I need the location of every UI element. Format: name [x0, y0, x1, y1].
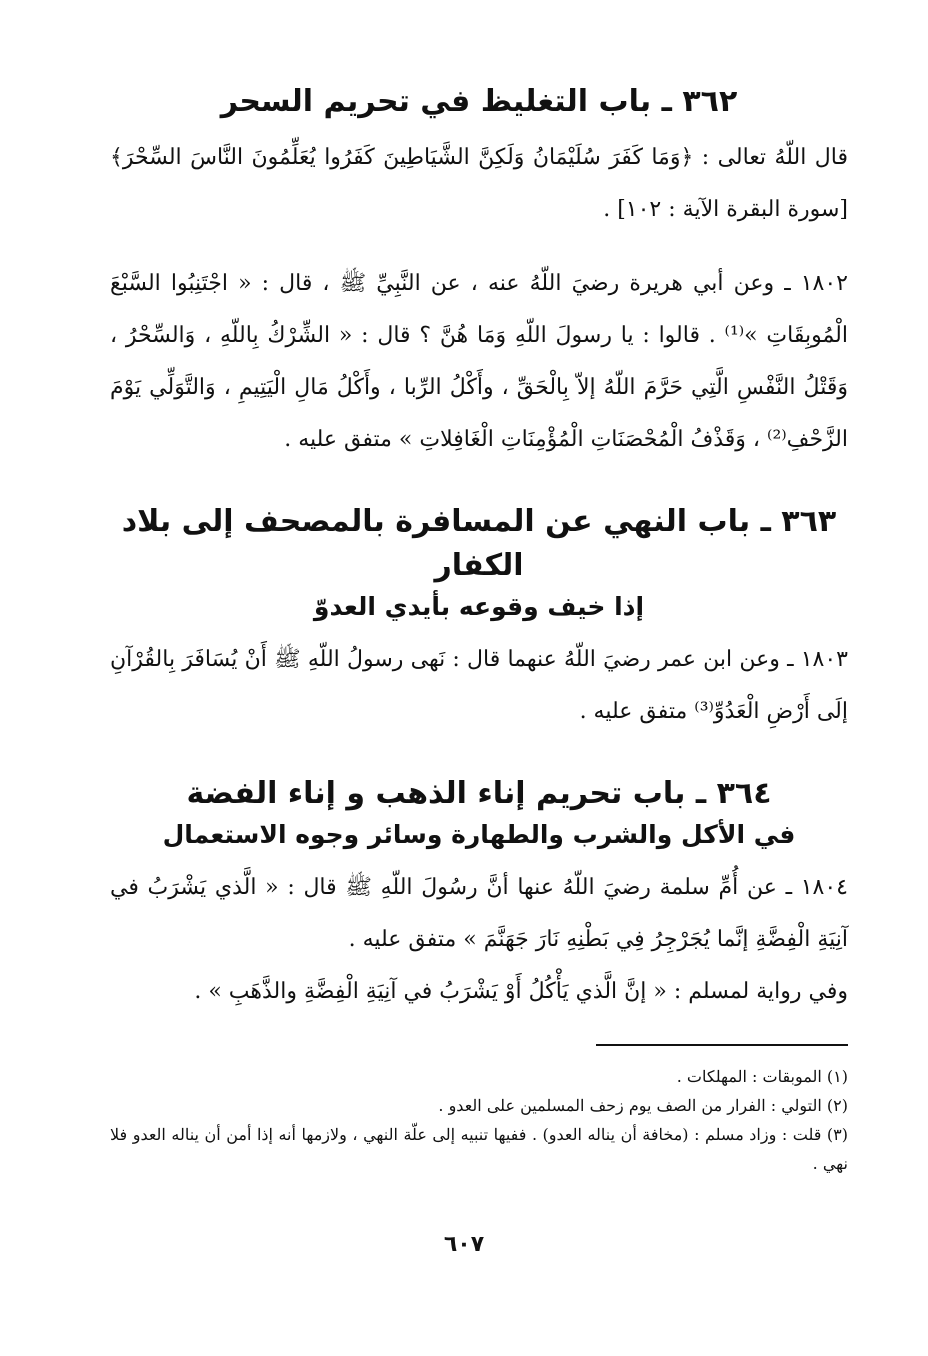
- hadith-1802-paragraph: ١٨٠٢ ـ وعن أبي هريرة رضيَ اللّهُ عنه ، عن النَّبِيِّ ﷺ ، قال : « اجْتَنِبُوا السَّبْعَ الْمُوبِقَاتِ »⁽¹⁾ . قالوا : يا رسولَ اللّهِ وَمَا هُنَّ ؟ قال : « الشِّرْكُ بِاللّهِ ، وَالسِّحْرُ ، وَقَتْلُ النَّفْسِ الَّتِي حَرَّمَ اللّهُ إلاّ بِالْحَقِّ ، وأَكْلُ الرِّبا ، وأَكْلُ مَالِ الْيَتِيمِ ، وَالتَّوَلِّي يَوْمَ الزَّحْفِ⁽²⁾ ، وَقَذْفُ الْمُحْصَنَاتِ الْمُؤْمِنَاتِ الْغَافِلاتِ » متفق عليه .: [110, 271, 849, 452]
- quran-verse-paragraph: قال اللّهُ تعالى : ﴿وَمَا كَفَرَ سُلَيْمَانُ وَلَكِنَّ الشَّيَاطِينَ كَفَرُوا يُعَلِّمُونَ النَّاسَ السِّحْرَ﴾ [سورة البقرة الآية : ١٠٢] .: [110, 145, 848, 222]
- muslim-narration-paragraph: وفي رواية لمسلم : « إنَّ الَّذي يَأْكُلُ أَوْ يَشْرَبُ في آنِيَةِ الْفِضَّةِ والذَّهَبِ » .: [194, 979, 848, 1004]
- chapter-subheading-364: في الأكل والشرب والطهارة وسائر وجوه الاستعمال: [162, 820, 796, 849]
- chapter-heading-364: ٣٦٤ ـ باب تحريم إناء الذهب و إناء الفضة: [186, 776, 772, 811]
- chapter-heading-362: ٣٦٢ ـ باب التغليظ في تحريم السحر: [220, 84, 738, 119]
- chapter-heading-363: ٣٦٣ ـ باب النهي عن المسافرة بالمصحف إلى بلاد الكفار: [121, 504, 837, 583]
- footnote-1: (١) الموبقات : المهلكات .: [676, 1067, 848, 1086]
- page-number: ٦٠٧: [443, 1232, 485, 1257]
- hadith-1804-paragraph: ١٨٠٤ ـ عن أُمِّ سلمة رضيَ اللّهُ عنها أنَّ رسُولَ اللّهِ ﷺ قال : « الَّذي يَشْرَبُ في آنِيَةِ الْفِضَّةِ إنَّما يُجَرْجِرُ فِي بَطْنِهِ نَارَ جَهَنَّمَ » متفق عليه .: [110, 875, 848, 952]
- footnote-2: (٢) التولي : الفرار من الصف يوم زحف المسلمين على العدو .: [438, 1096, 848, 1115]
- hadith-1803-paragraph: ١٨٠٣ ـ وعن ابن عمر رضيَ اللّهُ عنهما قال : نَهى رسولُ اللّهِ ﷺ أَنْ يُسَافَرَ بِالقُرْآنِ إلَى أَرْضِ الْعَدُوِّ⁽³⁾ متفق عليه .: [110, 647, 848, 724]
- footnote-divider: [596, 1044, 848, 1046]
- footnote-3: (٣) قلت : وزاد مسلم : (مخافة أن يناله العدو) . ففيها تنبيه إلى علّة النهي ، ولازمها أنه إذا أمن أن يناله العدو فلا نهي .: [110, 1125, 848, 1173]
- chapter-subheading-363: إذا خيف وقوعه بأيدي العدوّ: [313, 592, 645, 621]
